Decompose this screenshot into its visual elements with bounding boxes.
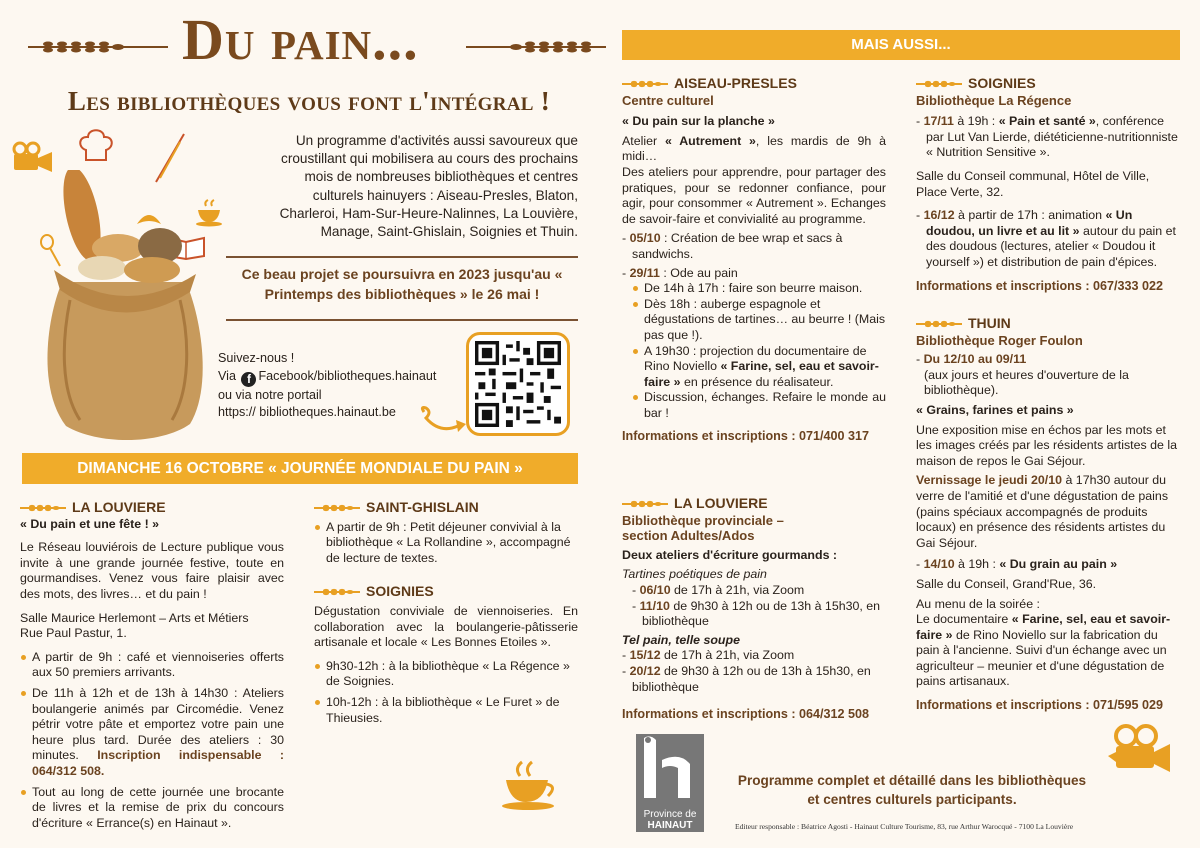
footer-line: Programme complet et détaillé dans les bibliothèques: [737, 773, 1087, 788]
contact-info: Informations et inscriptions : 071/595 029: [916, 698, 1164, 713]
paragraph: Le Réseau louviérois de Lecture publique vous invite à une grande journée festive, toute en gourmandises. Venez vous faire plaisir avec des mots, des livres… et du pain !: [20, 540, 284, 601]
wheat-ornament-icon: [314, 588, 360, 596]
date-item: - 16/12 à partir de 17h : animation « Un doudou, un livre et au lit » autour du pain et des doudous (lectures, atelier « Doudou it yourself ») et distribution de pain d'épices.: [916, 208, 1176, 269]
aiseau-section: [622, 76, 886, 445]
paragraph: Au menu de la soirée :: [916, 596, 1040, 611]
date: 11/10: [639, 598, 670, 613]
section-heading: [622, 76, 886, 92]
paragraph: Deux ateliers d'écriture gourmands :: [622, 547, 838, 562]
section-heading-label: SOIGNIES: [968, 75, 1036, 91]
date: 06/10: [639, 582, 671, 597]
date: 20/12: [629, 663, 661, 678]
wheat-ornament-icon: [28, 40, 168, 54]
chef-hat-icon: [76, 126, 116, 166]
event-title: « Du pain sur la planche »: [622, 114, 775, 129]
contact-info: Informations et inscriptions : 071/400 317: [622, 429, 870, 444]
projet-text: Ce beau projet se poursuivra en 2023 jusqu'au « Printemps des bibliothèques » le 26 mai !: [241, 266, 563, 302]
workshop-title: Tartines poétiques de pain: [622, 567, 767, 582]
venue-name: Bibliothèque La Régence: [916, 92, 1072, 108]
workshop-title: Tel pain, telle soupe: [622, 632, 740, 647]
list-item: 10h-12h : à la bibliothèque « Le Furet » de Thieusies.: [314, 695, 578, 726]
wheat-ornament-icon: [314, 504, 360, 512]
list-item: 9h30-12h : à la bibliothèque « La Régence » de Soignies.: [314, 659, 578, 690]
date: 15/12: [629, 648, 661, 663]
paragraph: Salle du Conseil communal, Hôtel de Ville, Place Verte, 32.: [916, 168, 1150, 199]
wheat-ornament-icon: [916, 80, 962, 88]
paragraph: [916, 473, 1180, 551]
louviere2-section: [622, 496, 886, 723]
camera-icon: [1104, 722, 1174, 774]
wheat-ornament-icon: [622, 80, 668, 88]
date: 14/10: [923, 557, 955, 572]
logo-text: Province de: [643, 809, 697, 820]
date: 29/11: [629, 265, 660, 280]
section-heading: [314, 500, 578, 516]
date-item: - 29/11 : Ode au pain: [622, 265, 738, 280]
section-heading-label: LA LOUVIERE: [72, 499, 166, 515]
section-heading-label: SAINT-GHISLAIN: [366, 499, 479, 515]
date-item: - 14/10 à 19h : « Du grain au pain »: [916, 557, 1118, 572]
section-heading-label: THUIN: [968, 315, 1011, 331]
section-heading: [314, 584, 578, 600]
thuin-section: [916, 316, 1180, 714]
divider: [226, 319, 578, 321]
section-band-mais: MAIS AUSSI...: [622, 30, 1180, 60]
text: à 19h :: [954, 557, 1000, 572]
text: : Création de bee wrap et sacs à sandwichs.: [632, 231, 843, 261]
emphasis: « Un doudou, un livre et au lit »: [926, 208, 1133, 238]
list-item: [20, 686, 284, 780]
paragraph: (aux jours et heures d'ouverture de la bibliothèque).: [924, 367, 1129, 398]
venue-name: Bibliothèque provinciale –: [622, 512, 784, 528]
section-heading-label: SOIGNIES: [366, 583, 434, 600]
text: de 9h30 à 12h ou de 13h à 15h30, en bibliothèque: [642, 598, 881, 629]
louviere-section: [20, 500, 284, 831]
contact-info: Informations et inscriptions : 064/312 508: [622, 707, 870, 722]
paragraph: [916, 612, 1180, 690]
text: A 19h30 : projection du documentaire de Rino Noviello: [644, 343, 867, 374]
bread-sack-image: [40, 170, 210, 442]
venue-name: Bibliothèque Roger Foulon: [916, 332, 1083, 348]
paragraph: Dégustation conviviale de viennoiseries. En collaboration avec la boulangerie-pâtisserie artisanale et locale « Les Bonnes Etoiles ».: [314, 603, 578, 650]
section-heading: [916, 316, 1180, 332]
portal-link[interactable]: https:// bibliotheques.hainaut.be: [218, 405, 396, 419]
date: Du 12/10 au 09/11: [923, 352, 1027, 367]
address-line: Rue Paul Pastur, 1.: [20, 626, 127, 641]
divider: [226, 256, 578, 258]
section-heading-label: AISEAU-PRESLES: [674, 75, 797, 91]
date-item: - 17/11 à 19h : « Pain et santé », conférence par Lut Van Lierde, diététicienne-nutritionniste « Nutrition Sensitive ».: [916, 114, 1178, 160]
registration-note: Inscription indispensable : 064/312 508.: [32, 748, 284, 778]
section-heading: [916, 76, 1180, 92]
list-item-text: De 11h à 12h et de 13h à 14h30 : Ateliers boulangerie animés par Circomédie. Venez pétrir votre pâte et emportez votre pain une heure plus tard. Durée des ateliers : 30 minutes.: [32, 685, 284, 763]
saintghislain-section: [314, 500, 578, 726]
text: Atelier: [622, 133, 658, 148]
wheat-ornament-icon: [622, 500, 668, 508]
arrow-icon: [418, 404, 468, 438]
date-item: - 05/10 : Création de bee wrap et sacs à sandwichs.: [622, 231, 843, 261]
section-heading: [20, 500, 284, 516]
text: Le documentaire: [916, 612, 1012, 627]
date: 16/12: [923, 208, 955, 223]
province-hainaut-logo: [636, 734, 704, 832]
qr-code-icon[interactable]: [466, 332, 570, 436]
address-line: Salle Maurice Herlemont – Arts et Métiers: [20, 610, 249, 625]
date: 05/10: [629, 231, 661, 246]
venue-name: Centre culturel: [622, 92, 714, 108]
text: à 19h :: [953, 114, 999, 129]
event-title: « Du pain et une fête ! »: [20, 516, 160, 531]
section-heading-label: LA LOUVIERE: [674, 495, 768, 511]
text: en présence du réalisateur.: [680, 374, 834, 389]
text: , les mardis de 9h à midi…: [622, 133, 886, 164]
logo-text: HAINAUT: [647, 820, 693, 831]
page-title: Du pain...: [182, 7, 419, 72]
footer-text: [732, 771, 1092, 809]
list-item: [632, 344, 886, 391]
list-item: A partir de 9h : Petit déjeuner convivial à la bibliothèque « La Rollandine », accompagné de lecture de textes.: [314, 520, 578, 567]
list-item: Discussion, échanges. Refaire le monde au bar !: [632, 390, 886, 421]
text: de 9h30 à 12h ou de 13h à 15h30, en bibliothèque: [632, 663, 871, 694]
wheat-ornament-icon: [916, 320, 962, 328]
paragraph: Des ateliers pour apprendre, pour partager des pratiques, pour se redonner confiance, pour agir, pour consommer « Autrement ». Echanges de savoir-faire et convivialité au programme.: [622, 164, 886, 226]
facebook-link[interactable]: Facebook/bibliotheques.hainaut: [258, 368, 437, 383]
wheat-ornament-icon: [20, 504, 66, 512]
paragraph: Salle du Conseil, Grand'Rue, 36.: [916, 576, 1097, 591]
page-subtitle: Les bibliothèques vous font l'intégral !: [67, 86, 551, 116]
emphasis: « Farine, sel, eau et savoir-faire »: [916, 612, 1171, 642]
emphasis: « Pain et santé »: [998, 114, 1096, 129]
text: , conférence par Lut Van Lierde, diététicienne-nutritionniste « Nutrition Sensitive ».: [926, 114, 1178, 160]
text: : Ode au pain: [659, 265, 738, 280]
paragraph: [622, 134, 886, 165]
list-item: A partir de 9h : café et viennoiseries offerts aux 50 premiers arrivants.: [20, 650, 284, 681]
date-item: - 06/10 de 17h à 21h, via Zoom: [632, 582, 805, 597]
text: à 17h30 autour du verre de l'amitié et d'une dégustation de pains (pains spéciaux accompagnés de produits locaux) en présence des résidents artistes du Gai Séjour.: [916, 473, 1169, 550]
section-band-dimanche: DIMANCHE 16 OCTOBRE « JOURNÉE MONDIALE DU PAIN »: [22, 453, 578, 484]
text: à partir de 17h : animation: [954, 208, 1106, 223]
list-item: Dès 18h : auberge espagnole et dégustations de tartines… au beurre ! (Mais pas que !).: [632, 297, 886, 344]
soignies2-section: [916, 76, 1180, 294]
list-item: De 14h à 17h : faire son beurre maison.: [632, 281, 886, 297]
editeur-responsable: Editeur responsable : Béatrice Agosti - Hainaut Culture Tourisme, 83, rue Arthur Warocqué - 7100 La Louvière: [735, 822, 1074, 831]
emphasis: « Farine, sel, eau et savoir-faire »: [644, 359, 879, 389]
wheat-ornament-icon: [466, 40, 606, 54]
via-label: Via: [218, 368, 236, 383]
event-title: « Grains, farines et pains »: [916, 402, 1074, 417]
date-item: - 20/12 de 9h30 à 12h ou de 13h à 15h30, en bibliothèque: [622, 663, 871, 694]
paragraph: Une exposition mise en échos par les mots et les images créés par les résidents artistes de la maison de repos le Gai Séjour.: [916, 422, 1178, 468]
portal-label: ou via notre portail: [218, 387, 322, 402]
footer-line: et centres culturels participants.: [807, 792, 1017, 807]
text: autour du pain et des doudous (lectures, atelier « Doudou it yourself ») et distribution de pain d'épices.: [926, 223, 1176, 269]
venue-name: section Adultes/Ados: [622, 528, 755, 544]
list-item: Tout au long de cette journée une brocante de livres et la remise de prix du concours d'écriture « Errance(s) en Hainaut ».: [20, 785, 284, 832]
date-item: - 11/10 de 9h30 à 12h ou de 13h à 15h30, en bibliothèque: [632, 598, 881, 629]
text: de Rino Noviello sur la fabrication du pain à l'ancienne. Suivi d'un échange avec un agriculteur – meunier et d'une dégustation de pains artisanaux.: [916, 627, 1167, 689]
contact-info: Informations et inscriptions : 067/333 022: [916, 278, 1164, 293]
section-heading: [622, 496, 886, 512]
date: 17/11: [923, 114, 954, 129]
text: de 17h à 21h, via Zoom: [660, 648, 795, 663]
text: de 17h à 21h, via Zoom: [670, 582, 805, 597]
coffee-cup-icon: [496, 758, 562, 814]
emphasis: « Autrement »: [664, 133, 756, 148]
facebook-icon: f: [241, 372, 256, 387]
intro-text: Un programme d'activités aussi savoureux que croustillant qui mobilisera au cours des prochains mois de nombreuses bibliothèques et centres culturels hainuyers : Aiseau-Presles, Blaton, Charleroi, Ham-Sur-Heure-Nalinnes, La Louvière, Manage, Saint-Ghislain, Soignies et Thuin.: [279, 133, 578, 240]
date-range: - Du 12/10 au 09/11: [916, 352, 1027, 367]
follow-label: Suivez-nous !: [218, 351, 295, 365]
date-item: - 15/12 de 17h à 21h, via Zoom: [622, 648, 795, 663]
emphasis: Vernissage le jeudi 20/10: [916, 473, 1063, 488]
emphasis: « Du grain au pain »: [999, 557, 1118, 572]
